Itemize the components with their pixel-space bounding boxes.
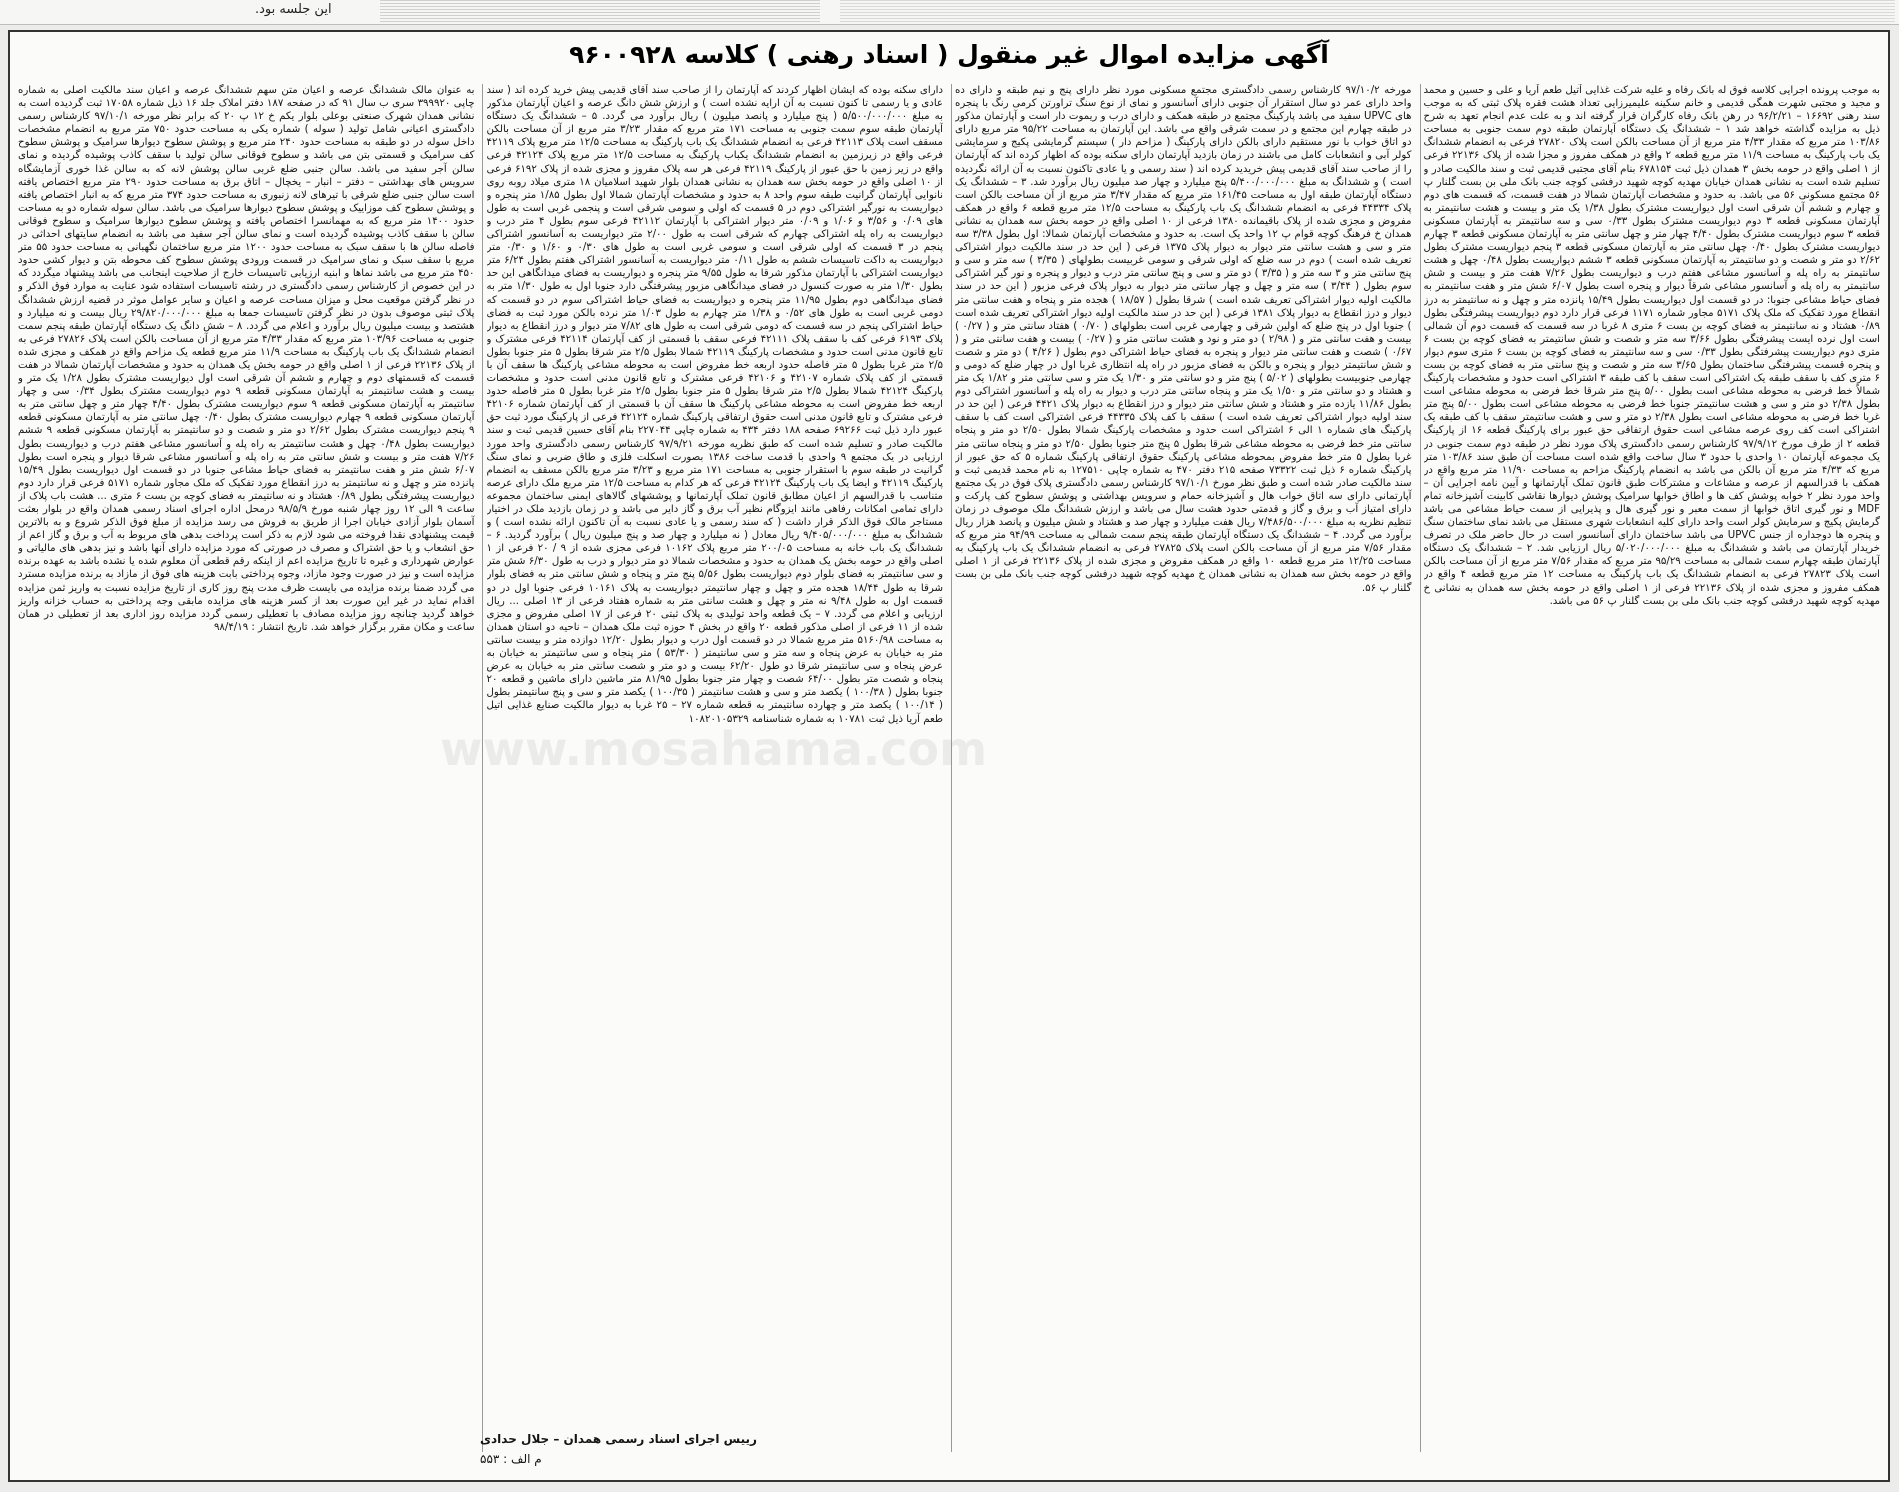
watermark: www.mosahama.com [440, 722, 988, 776]
column-1-text: به موجب پرونده اجرایی کلاسه فوق له بانک رفاه و علیه شرکت غذایی آتیل طعم آریا و علی و حسین و محمد و مجید و مجتبی شهرت همگی قدیمی و خانم سکینه علیمیرزایی تعداد هشت فقره پلاک ثبتی که به موجب سند رهنی ۱۶۶۹۲ – ۹۶/۲/۲۱ در رهن بانک رفاه کارگران قرار گرفته اند و به علت عدم انجام تعهد به شرح ذیل به مزایده گذاشته خواهد شد ۱ – ششدانگ یک دستگاه آپارتمان طبقه دوم سمت جنوبی به مساحت ۱۰۳/۸۶ متر مربع که مقدار ۴/۳۳ متر مربع از آن مساحت بالکن است پلاک ۲۷۸۲۰ فرعی به انضمام ششدانگ یک باب پارکینگ به مساحت ۱۱/۹ متر مربع قطعه ۲ واقع در همکف مفروز و مجزا شده از پلاک ۲۲۱۳۶ فرعی از ۱ اصلی واقع در حومه بخش ۳ همدان ذیل ثبت ۶۷۸۱۵۴ بنام آقای مجتبی قدیمی ثبت و سند مالکیت صادر و تسلیم شده است به نشانی همدان خیابان مهدیه کوچه شهید درفشی کوچه جنب بانک ملی بن بست گلنار پ ۵۶ مجتمع مسکونی ۵۶ می باشد. به حدود و مشخصات آپارتمان شمالا در هفت قسمت، که قسمت های دوم و چهارم و ششم آن شرقی است اول دیواریست مشترک بطول ۱/۳۸ یک متر و بیست و هشت سانتیمتر به آپارتمان مسکونی قطعه ۳ دوم دیواریست مشترک بطول ۰/۳۳ سی و سه سانتیمتر به آپارتمان مسکونی قطعه ۳ سوم دیواریست مشترک بطول ۴/۴۰ چهار متر و چهل سانتی متر به آپارتمان مسکونی قطعه ۳ چهارم دیواریست مشترک بطول ۰/۴۰ چهل سانتی متر به آپارتمان مسکونی قطعه ۳ پنجم دیواریست مشترک بطول ۲/۶۲ دو متر و شصت و دو سانتیمتر به آپارتمان مسکونی قطعه ۳ ششم دیواریست بطول ۰/۴۸ چهل و هشت سانتیمتر به راه پله و آسانسور مشاعی هفتم درب و دیواریست بطول ۷/۲۶ هفت متر و بیست و شش سانتیمتر به راه پله و آسانسور مشاعی شرقاً دیوار و پنجره است بطول ۶/۰۷ شش متر و هفت سانتیمتر به فضای حیاط مشاعی جنوبا: در دو قسمت اول دیواریست بطول ۱۵/۴۹ پانزده متر و چهل و نه سانتیمتر به درز انقطاع مورد تفکیک که ملک پلاک ۵۱۷۱ مجاور شماره ۱۱۷۱ فرعی قرار دارد دوم دیواریست پیشرفتگی بطول ۰/۸۹ هشتاد و نه سانتیمتر به فضای کوچه بن بست ۶ متری ۸ غربا در سه قسمت که قسمت دوم آن شمالی است اول نرده ایست پیشرفتگی بطول ۳/۶۶ سه متر و شصت و شش سانتیمتر به فضای کوچه بن بست ۶ متری دوم دیواریست پیشرفتگی بطول ۰/۳۳ سی و سه سانتیمتر به فضای کوچه بن بست ۶ متری سوم دیوار و پنجره قسمت پیشرفتگی ساختمان بطول ۳/۶۵ سه متر و شصت و پنج سانتی متر به فضای کوچه بن بست ۶ متری کف با سقف طبقه یک اشتراکی است سقف با کف طبقه ۳ اشتراکی است حدود و مشخصات پارکینگ شمالاً خط فرضی به محوطه مشاعی است بطول ۵/۰۰ پنج متر شرقا خط فرضی به محوطه مشاعی است بطول ۲/۳۸ دو متر و سی و هشت سانتیمتر جنوبا خط فرضی به محوطه مشاعی است بطول ۵/۰۰ پنج متر غربا خط فرضی به محوطه مشاعی است بطول ۲/۳۸ دو متر و سی و هشت سانتیمتر سقف با کف طبقه یک اشتراکی است کف روی عرصه مشاعی است حقوق ارتفاقی حق عبور برای پارکینگ قطعه ۱۶ از پارکینگ قطعه ۲ از طرف مورخ ۹۷/۹/۱۲ کارشناس رسمی دادگستری پلاک مورد نظر در طبقه دوم سمت جنوبی در یک مجموعه آپارتمان ۱۰ واحدی با حدود ۳ سال ساخت واقع شده است مساحت آن طبق سند ۱۰۳/۸۶ متر مربع که ۴/۳۳ متر مربع آن بالکن می باشد به انضمام پارکینگ مزاحم به مساحت ۱۱/۹۰ متر مربع واقع در همکف با قدرالسهم از عرصه و مشاعات و مشترکات طبق قانون تملک آپارتمانها و آیین نامه اجرایی آن – واحد مورد نظر ۲ خوابه پوشش کف ها و اطاق خوابها سرامیک پوشش دیوارها نقاشی کابینت آشپزخانه تمام MDF و نور گیری اتاق خوابها از سمت معبر و نور گیری هال و پذیرایی از سمت حیاط مشاعی می باشد گرمایش پکیج و سرمایش کولر است واحد دارای کلیه انشعابات شهری مستقل می باشد نمای ساختمان سنگ و پنجره ها دوجداره از جنس UPVC می باشد ساختمان دارای آسانسور است در حال حاضر ملک در تصرف خریدار آپارتمان می باشد و ششدانگ به مبلغ ۵/۰۲۰/۰۰۰/۰۰۰ ریال ارزیابی شد. ۲ – ششدانگ یک دستگاه آپارتمان طبقه چهارم سمت شمالی به مساحت ۹۵/۲۹ متر مربع که مقدار ۷/۵۶ متر مربع از آن مساحت بالکن است پلاک ۲۷۸۲۳ فرعی به انضمام ششدانگ یک باب پارکینگ به مساحت ۱۲ متر مربع قطعه ۴ واقع در همکف مفروز و مجزی شده از پلاک ۲۲۱۳۶ فرعی از ۱ اصلی واقع در حومه بخش سه همدان به نشانی خ مهدیه کوچه شهید درفشی کوچه جنب بانک ملی بن بست گلنار پ ۵۶ می باشد. [1423, 85, 1880, 607]
column-2-text: مورخه ۹۷/۱۰/۲ کارشناس رسمی دادگستری مجتمع مسکونی مورد نظر دارای پنج و نیم طبقه و دارای ده واحد دارای عمر دو سال استقرار آن جنوبی دارای آسانسور و نمای از نوع سنگ تراورتن کرمی رنگ با پنجره های UPVC سفید می باشد پارکینگ مجتمع در طبقه همکف و دارای درب و ریموت دار است و آپارتمان مذکور در طبقه چهارم این مجتمع و در سمت شرقی واقع می باشد. این آپارتمان به مساحت ۹۵/۲۲ متر مربع دارای دو اتاق خواب با نور مستقیم دارای بالکن دارای پارکینگ ( مزاحم دار ) سیستم گرمایشی پکیج و سرمایشی کولر آبی و انشعابات کامل می باشند در زمان بازدید آپارتمان دارای سکنه بوده که اظهار کرده اند که آپارتمان را از صاحب سند آقای قدیمی پیش خریدید کرده اند ( سند رسمی و یا عادی تاکنون نسبت به آن ارائه نگردیده است ) و ششدانگ به مبلغ ۵/۴۰۰/۰۰۰/۰۰۰ پنج میلیارد و چهار صد میلیون ریال برآورد شد. ۳ – ششدانگ یک دستگاه آپارتمان طبقه اول به مساحت ۱۶۱/۴۵ متر مربع که مقدار ۳/۴۷ متر مربع از آن مساحت بالکن است پلاک ۴۴۳۳۴ فرعی به انضمام ششدانگ یک باب پارکینگ به مساحت ۱۲/۵ متر مربع قطعه ۶ واقع در همکف مفروض و مجزی شده از پلاک باقیمانده ۱۳۸۰ فرعی از ۱۰ اصلی واقع در حومه بخش سه همدان به نشانی همدان خ فرهنگ کوچه قوام پ ۱۲ واحد یک است. به حدود و مشخصات آپارتمان شمالا: اول بطول ۳/۳۸ سه متر و سی و هشت سانتی متر دیوار به دیوار پلاک ۱۳۷۵ فرعی ( این حد در سند مالکیت دیوار اشتراکی تعریف شده است ) دوم در سه ضلع که اولی شرقی و سومی غربیست بطولهای ( ۳/۳۵ ) سه متر و سی و پنج سانتی متر و ۳ سه متر و ( ۳/۳۵ ) دو متر و سی و پنج سانتی متر درب و دیوار و پنجره و نور گیر اشتراکی سوم بطول ( ۳/۴۴ ) سه متر و چهل و چهار سانتی متر دیوار به دیوار پلاک فرعی مزبور ( این حد در سند مالکیت اولیه دیوار اشتراکی تعریف شده است ) شرقا بطول ( ۱۸/۵۷ ) هجده متر و پنجاه و هفت سانتی متر دیوار و درز انقطاع به دیوار پلاک ۱۳۸۱ فرعی ( این حد در سند مالکیت اولیه دیوار اشتراکی تعریف شده است ) جنوبا اول در پنج ضلع که اولین شرقی و چهارمی غربی است بطولهای ( ۰/۷۰ ) هفتاد سانتی متر و ( ۰/۲۷ ) بیست و هفت سانتی متر و ( ۲/۹۸ ) دو متر و نود و هشت سانتی متر و ( ۰/۲۷ ) بیست و هفت سانتی متر و ( ۰/۶۷ ) شصت و هفت سانتی متر دیوار و پنجره به فضای حیاط اشتراکی دوم بطول ( ۴/۲۶ ) دو متر و شصت و شش سانتیمتر دیوار و پنجره و بالکن به فضای مزبور در راه پله انتظاری غربا اول در چهار ضلع که دومی و چهارمی جنوبیست بطولهای ( ۵/۰۲ ) پنج متر و دو سانتی متر و ۱/۳۰ یک متر و سی سانتی متر و ۱/۸۲ یک متر و هشتاد و دو سانتی متر و ۱/۵۰ یک متر و پنجاه سانتی متر درب و دیوار به راه پله و آسانسور اشتراکی دوم بطول ۱۱/۸۶ یازده متر و هشتاد و شش سانتی متر دیوار و درز انقطاع به دیوار پلاک ۴۴۲۱ فرعی ( این حد در سند اولیه دیوار اشتراکی تعریف شده است ) سقف با کف پلاک ۴۴۳۳۵ فرعی اشتراکی است کف با سقف پارکینگ های شماره ۱ الی ۶ اشتراکی است حدود و مشخصات پارکینگ شمالا بطول ۲/۵۰ دو متر و پنجاه سانتی متر خط فرضی به محوطه مشاعی شرقا بطول ۵ پنج متر جنوبا بطول ۲/۵۰ دو متر و پنجاه سانتی متر غربا بطول ۵ متر خط مفروض بمحوطه مشاعی پارکینگ حقوق ارتفاقی پارکینگ شماره ۵ که حق عبور از پارکینگ شماره ۶ ذیل ثبت ۷۳۳۲۲ صفحه ۲۱۵ دفتر ۴۷۰ به شماره چاپی ۱۲۷۵۱۰ به نام محمد قدیمی ثبت و سند مالکیت صادر شده است و طبق نظر مورخ ۹۷/۱۰/۱ کارشناس رسمی دادگستری پلاک فوق در یک مجتمع آپارتمانی دارای سه اتاق خواب هال و آشپزخانه حمام و سرویس بهداشتی و پوشش سطوح کف پارکت و دارای امتیاز آب و برق و گاز و قدمتی حدود هشت سال می باشد و ارزش ششدانگ ملک موصوف در زمان تنظیم نظریه به مبلغ ۷/۴۸۶/۵۰۰/۰۰۰ ریال هفت میلیارد و چهار صد و هشتاد و شش میلیون و پانصد هزار ریال برآورد می گردد. ۴ – ششدانگ یک دستگاه آپارتمان طبقه پنجم سمت شمالی به مساحت ۹۴/۹۹ متر مربع که مقدار ۷/۵۶ متر مربع از آن مساحت بالکن است پلاک ۲۷۸۲۵ فرعی به انضمام ششدانگ یک باب پارکینگ به مساحت ۱۲/۲۵ متر مربع قطعه ۱۰ واقع در همکف مفروض و مجزی شده از پلاک ۲۲۱۳۶ فرعی از ۱ اصلی واقع در حومه بخش سه همدان به نشانی همدان خ مهدیه کوچه شهید درفشی کوچه جنب بانک ملی بن بست گلنار پ ۵۶. [955, 85, 1412, 594]
auction-notice [8, 30, 1890, 1482]
column-1 [1424, 84, 1881, 1452]
column-divider [1420, 84, 1421, 1452]
column-3 [487, 84, 944, 1452]
column-divider [951, 84, 952, 1452]
adjacent-ad-fragment [380, 0, 820, 22]
column-3-text: دارای سکنه بوده که ایشان اظهار کردند که آپارتمان را از صاحب سند آقای قدیمی پیش خرید کرده اند ( سند عادی و یا رسمی تا کنون نسبت به آن ارایه نشده است ) و ارزش شش دانگ عرصه و اعیان آپارتمان مذکور به مبلغ ۵/۵۰۰/۰۰۰/۰۰۰ ( پنج میلیارد و پانصد میلیون ) ریال برآورد می گردد. ۵ – ششدانگ یک دستگاه آپارتمان طبقه سوم سمت جنوبی به مساحت ۱۷۱ متر مربع که مقدار ۳/۲۳ متر مربع از آن مساحت بالکن مسقف است پلاک ۴۲۱۱۳ فرعی به انضمام ششدانگ یک باب پارکینگ به مساحت ۱۲/۵ متر مربع پلاک ۴۲۱۱۹ فرعی واقع در زیرزمین به انضمام ششدانگ یکباب پارکینگ به مساحت ۱۲/۵ متر مربع پلاک ۴۲۱۲۴ فرعی واقع در زیر زمین با حق عبور از پارکینگ ۴۲۱۱۹ فرعی هر سه پلاک مفروز و مجزی شده از پلاک ۶۱۹۲ فرعی از ۱۰ اصلی واقع در حومه بخش سه همدان به نشانی همدان بلوار شهید اسلامیان ۱۸ متری میلاد روبه روی نانوایی آپارتمان گرانیت طبقه سوم واحد ۸ به حدود و مشخصات آپارتمان شمالا اول بطول ۱/۸۵ متر پنجره و دیواریست به نورگیر اشتراکی دوم در ۵ قسمت که اولی و سومی شرقی است و پنجمی غربی است به طول های ۰/۰۹ و ۳/۵۶ و ۱/۰۶ و ۰/۰۹ متر دیوار اشتراکی با آپارتمان ۴۲۱۱۲ فرعی سوم بطول ۴ متر درب و دیواریست به راه پله اشتراکی چهارم که شرقی است به طول ۲/۰۰ متر دیواریست به آسانسور اشتراکی پنجم در ۳ قسمت که اولی شرقی است و سومی غربی است به طول های ۰/۳۰ و ۱/۶۰ و ۰/۳۰ متر دیواریست به داکت تاسیسات ششم به طول ۰/۱۱ متر دیواریست به آسانسور اشتراکی هفتم بطول ۶/۲۴ متر دیواریست اشتراکی با آپارتمان مذکور شرقا به طول ۹/۵۵ متر پنجره و دیواریست به فضای میدانگاهی این حد بطول ۱/۳۰ متر به صورت کنسول در فضای میدانگاهی مزبور پیشرفتگی دارد جنوبا اول به طول ۱/۳۰ متر به فضای میدانگاهی دوم بطول ۱۱/۹۵ متر پنجره و دیواریست به فضای حیاط اشتراکی سوم در دو قسمت که دومی غربی است به طول های ۰/۵۲ و ۱/۳۸ متر چهارم به طول ۱/۰۳ متر نرده بالکن مورد ثبت به فضای حیاط اشتراکی پنجم در سه قسمت که دومی شرقی است به طول های ۷/۸۲ متر دیوار و درز انقطاع به دیوار پلاک ۶۱۹۳ فرعی کف با سقف پلاک ۴۲۱۱۱ فرعی سقف با قسمتی از کف آپارتمان ۴۲۱۱۴ فرعی مشترک و تابع قانون مدنی است حدود و مشخصات پارکینگ ۴۲۱۱۹ شمالا بطول ۲/۵ متر شرقا بطول ۵ متر جنوبا بطول ۲/۵ متر غربا بطول ۵ متر فاصله حدود اربعه خط مفروض است به محوطه مشاعی پارکینگ ها سقف آن با قسمتی از کف پلاک شماره ۴۲۱۰۷ و ۴۲۱۰۶ فرعی مشترک و تابع قانون مدنی است حدود و مشخصات پارکینگ ۴۲۱۲۴ شمالا بطول ۲/۵ متر شرقا بطول ۵ متر جنوبا بطول ۲/۵ متر غربا بطول ۵ متر فاصله حدود اربعه خط مفروض است به محوطه مشاعی پارکینگ ها سقف آن با قسمتی از کف آپارتمان شماره ۴۲۱۰۶ فرعی مشترک و تابع قانون مدنی است حقوق ارتفاقی پارکینگ شماره ۴۲۱۲۴ فرعی از پارکینگ مورد ثبت حق عبور دارد ذیل ثبت ۶۹۲۶۶ صفحه ۱۸۸ دفتر ۴۳۴ به شماره چاپی ۲۲۷۰۴۴ بنام آقای حسین قدیمی ثبت و سند مالکیت صادر و تسلیم شده است که طبق نظریه مورخه ۹۷/۹/۲۱ کارشناس رسمی دادگستری واحد مورد ارزیابی در یک مجتمع ۹ واحدی با قدمت ساخت ۱۳۸۶ بصورت اسکلت فلزی و طاق ضربی و نمای سنگ گرانیت در طبقه سوم با استقرار جنوبی به مساحت ۱۷۱ متر مربع و ۳/۲۳ متر مربع بالکن مسقف به انضمام پارکینگ ۴۲۱۱۹ و ایضا یک باب پارکینگ ۴۲۱۲۴ فرعی که هر کدام به مساحت ۱۲/۵ متر مربع ملک دارای عرصه متناسب با قدرالسهم از اعیان مطابق قانون تملک آپارتمانها و پوششهای گالاهای ایمنی ساختمان مجموعه دارای تمامی امکانات رفاهی مانند ایزوگام نظیر آب برق و گاز دایر می باشد و در زمان بازدید ملک در اختیار مستاجر مالک فوق الذکر قرار داشت ( که سند رسمی و یا عادی نسبت به آن تاکنون ارائه نشده است ) و ششدانگ به مبلغ ۹/۴۰۵/۰۰۰/۰۰۰ ریال معادل ( نه میلیارد و چهار صد و پنج میلیون ریال ) برآورد گردید. ۶ – ششدانگ یک باب خانه به مساحت ۲۰۰/۰۵ متر مربع پلاک ۱۰۱۶۲ فرعی مجزی شده از ۹ / ۲۰ فرعی از ۱ اصلی واقع در حومه بخش یک همدان به حدود و مشخصات شمالا دو متر دیوار و درب به طول ۶/۳۰ شش متر و سی سانتیمتر به فضای بلوار دوم دیواریست بطول ۵/۵۶ پنج متر و پنجاه و شش سانتی متر به فضای بلوار شرقا به طول ۱۸/۴۴ هجده متر و چهل و چهار سانتیمتر دیواریست به پلاک ۱۰۱۶۱ فرعی جنوبا اول در دو قسمت اول به طول ۹/۴۸ نه متر و چهل و هشت سانتی متر به شماره هفتاد فرعی از ۱۳ اصلی ... ریال ارزیابی و اعلام می گردد. ۷ – یک قطعه واحد تولیدی به پلاک ثبتی ۲۰ فرعی از ۱۷ اصلی مفروض و مجزی شده از ۱۱ فرعی از اصلی مذکور قطعه ۲۰ واقع در بخش ۴ حوزه ثبت ملک همدان – ناحیه دو استان همدان به مساحت ۵۱۶۰/۹۸ متر مربع شمالا در دو قسمت اول درب و دیوار بطول ۱۲/۲۰ دوازده متر و بیست سانتی متر به خیابان به عرض پنجاه و سه متر و سی سانتیمتر ( ۵۳/۳۰ ) متر پنجاه و سی سانتیمتر به خیابان به عرض پنجاه و سی سانتیمتر شرقا دو طول ۶۲/۲۰ بیست و دو متر و شصت سانتی متر به خیابان به عرض پنجاه و شصت متر بطول ۶۴/۰۰ شصت و چهار متر جنوبا بطول ۸۱/۹۵ متر ماشین دارای ماشین و قطعه ۲۰ جنوبا بطول ( ۱۰۰/۳۸ ) یکصد متر و سی و هشت سانتیمتر ( ۱۰۰/۳۵ ) یکصد متر و سی و پنج سانتیمتر بطول ( ۱۰۰/۱۴ ) یکصد متر و چهارده سانتیمتر به قطعه شماره ۲۷ – ۲۵ غربا به دیوار مالکیت صنایع غذایی اتیل طعم آریا ذیل ثبت ۱۰۷۸۱ به شماره شناسنامه ۱۰۸۲۰۱۰۵۳۲۹ [486, 85, 943, 725]
column-4-text: به عنوان مالک ششدانگ عرصه و اعیان متن سهم ششدانگ عرصه و اعیان سند مالکیت اصلی به شماره چاپی ۳۹۹۹۲۰ سری ب سال ۹۱ که در صفحه ۱۸۷ دفتر املاک جلد ۱۶ ذیل شماره ۱۷۰۵۸ ثبت گردیده است به نشانی همدان شهرک صنعتی بوعلی بلوار یکم خ ۱۲ پ ۲۰ که برابر نظر مورخه ۹۷/۱۰/۱ کارشناس رسمی دادگستری اعیانی شامل تولید ( سوله ) شماره یکی به مساحت حدود ۷۵۰ متر مربع به انضمام مشخصات داخل سوله در دو طبقه به مساحت حدود ۲۴۰ متر مربع و پوشش سطوح دیوارها سرامیک و پوشش سطوح کف سرامیک و قسمتی بتن می باشد و سطوح فوقانی سالن تولید با سقف کاذب پوشیده گردیده و نمای سالن آجر سفید می باشد. سالن جنبی ضلع غربی سالن پوشش لانه که به سالن غذا خوری آزمایشگاه سرویس های بهداشتی – دفتر – انبار – یخچال – اتاق برق به مساحت حدود ۲۹۰ متر مربع اختصاص یافته است سالن جنبی ضلع شرقی با تیرهای لانه زنبوری به مساحت حدود ۳۷۴ متر مربع که به انبار اختصاص یافته و پوشش سطوح کف موزاییک و پوشش سطوح دیوارها سرامیک می باشد. سالن سوله شماره دو به مساحت حدود ۱۴۰۰ متر مربع که به مهمانسرا اختصاص یافته و پوشش سطوح دیوارها سرامیک و سطوح فوقانی سالن با سقف کاذب پوشیده گردیده است و نمای سالن آجر سفید می باشد به انضمام سایتهای احداثی در فاصله سالن ها با سقف سبک به مساحت حدود ۱۲۰۰ متر مربع ساختمان نگهبانی به مساحت حدود ۵۵ متر مربع با سقف سبک و نمای سرامیک در قسمت ورودی پوشش سطوح کف محوطه بتن و دیوار کشی حدود ۴۵۰ متر مربع می باشد نماها و ابنیه ارزیابی تاسیسات خارج از صلاحیت اینجانب می باشد پیشنهاد میگردد که در این خصوص از کارشناس رسمی دادگستری در رشته تاسیسات استفاده شود عنایت به موارد فوق الذکر و در نظر گرفتن موقعیت محل و میزان مساحت عرصه و اعیان و سایر عوامل موثر در قضیه ارزش ششدانگ پلاک ثبتی موصوف بدون در نظر گرفتن تاسیسات جمعا به مبلغ ۲۹/۸۲۰/۰۰۰/۰۰۰ ریال بیست و نه میلیارد و هشتصد و بیست میلیون ریال برآورد و اعلام می گردد. ۸ – شش دانگ یک دستگاه آپارتمان طبقه پنجم سمت جنوبی به مساحت ۱۰۳/۹۶ متر مربع که مقدار ۴/۳۳ متر مربع از آن مساحت بالکن است پلاک ۲۷۸۲۶ فرعی به انضمام ششدانگ یک باب پارکینگ به مساحت ۱۱/۹ متر مربع قطعه یک مزاحم واقع در همکف و مجزی شده از پلاک ۲۲۱۳۶ فرعی از ۱ اصلی واقع در حومه بخش یک همدان به حدود و مشخصات آپارتمان شمالا در هفت قسمت که قسمتهای دوم و چهارم و ششم آن شرقی است اول دیواریست مشترک بطول ۱/۲۸ یک متر و بیست و هشت سانتیمتر به آپارتمان مسکونی قطعه ۹ دوم دیواریست مشترک بطول ۰/۳۴ سی و چهار سانتیمتر به آپارتمان مسکونی قطعه ۹ سوم دیواریست مشترک بطول ۴/۴۰ چهار متر و چهل سانتی متر به آپارتمان مسکونی قطعه ۹ چهارم دیواریست مشترک بطول ۰/۴۰ چهل سانتی متر به آپارتمان مسکونی قطعه ۹ پنجم دیواریست مشترک بطول ۲/۶۲ دو متر و شصت و دو سانتیمتر به آپارتمان مسکونی قطعه ۹ ششم دیواریست بطول ۰/۴۸ چهل و هشت سانتیمتر به راه پله و آسانسور مشاعی هفتم درب و دیواریست بطول ۷/۲۶ هفت متر و بیست و شش سانتی متر به راه پله و آسانسور مشاعی شرقا دیوار و پنجره است بطول ۶/۰۷ شش متر و هفت سانتیمتر به فضای حیاط مشاعی جنوبا در دو قسمت اول دیواریست بطول ۱۵/۴۹ پانزده متر و چهل و نه سانتیمتر به درز انقطاع مورد تفکیک که ملک مجاور شماره ۵۱۷۱ فرعی قرار دارد دوم دیواریست پیشرفتگی بطول ۰/۸۹ هشتاد و نه سانتیمتر به فضای کوچه بن بست ۶ متری ... هشت باب پلاک از ساعت ۹ الی ۱۲ روز چهار شنبه مورخ ۹۸/۵/۹ درمحل اداره اجرای اسناد رسمی همدان واقع در بلوار بعثت آسمان بلوار آزادی خیابان اجرا از طریق به فروش می رسد مزایده از مبلغ فوق الذکر شروع و به بالاترین قیمت پیشنهادی نقدا فروخته می شود لازم به ذکر است پرداخت بدهی های مربوط به آب و برق و گاز اعم از حق انشعاب و یا حق اشتراک و مصرف در صورتی که مورد مزایده دارای آنها باشد و نیز بدهی های مالیاتی و عوارض شهرداری و غیره تا تاریخ مزایده اعم از اینکه رقم قطعی آن معلوم شده یا نشده باشد به عهده برنده مزایده است و نیز در صورت وجود مازاد، وجوه پرداختی بابت هزینه های فوق از مازاد به برنده مزایده مسترد می گردد ضمنا برنده مزایده می بایست ظرف مدت پنج روز کاری از تاریخ مزایده نسبت به واریز ثمن مزایده اقدام نماید در غیر این صورت بعد از کسر هزینه های مزایده مابقی وجه پرداختی به حساب خزانه واریز خواهد گردید چنانچه روز مزایده مصادف با تعطیلی رسمی گردد مزایده روز اداری بعد از تعطیلی در همان ساعت و مکان مقرر برگزار خواهد شد. تاریخ انتشار : ۹۸/۴/۱۹ [18, 85, 475, 633]
column-4 [18, 84, 475, 1452]
column-2 [955, 84, 1412, 1452]
previous-page-strip [0, 0, 1899, 25]
notice-body [18, 84, 1880, 1452]
previous-notice-snippet: این جلسه بود. [255, 2, 332, 17]
notice-title: آگهی مزایده اموال غیر منقول ( اسناد رهنی ) کلاسه ۹۶۰۰۹۲۸ [569, 40, 1329, 69]
adjacent-ad-fragment-2 [840, 0, 1895, 22]
column-divider [482, 84, 483, 1452]
signature: رییس اجرای اسناد رسمی همدان – جلال حدادی [480, 1432, 757, 1446]
ad-number: م الف : ۵۵۳ [480, 1452, 542, 1466]
